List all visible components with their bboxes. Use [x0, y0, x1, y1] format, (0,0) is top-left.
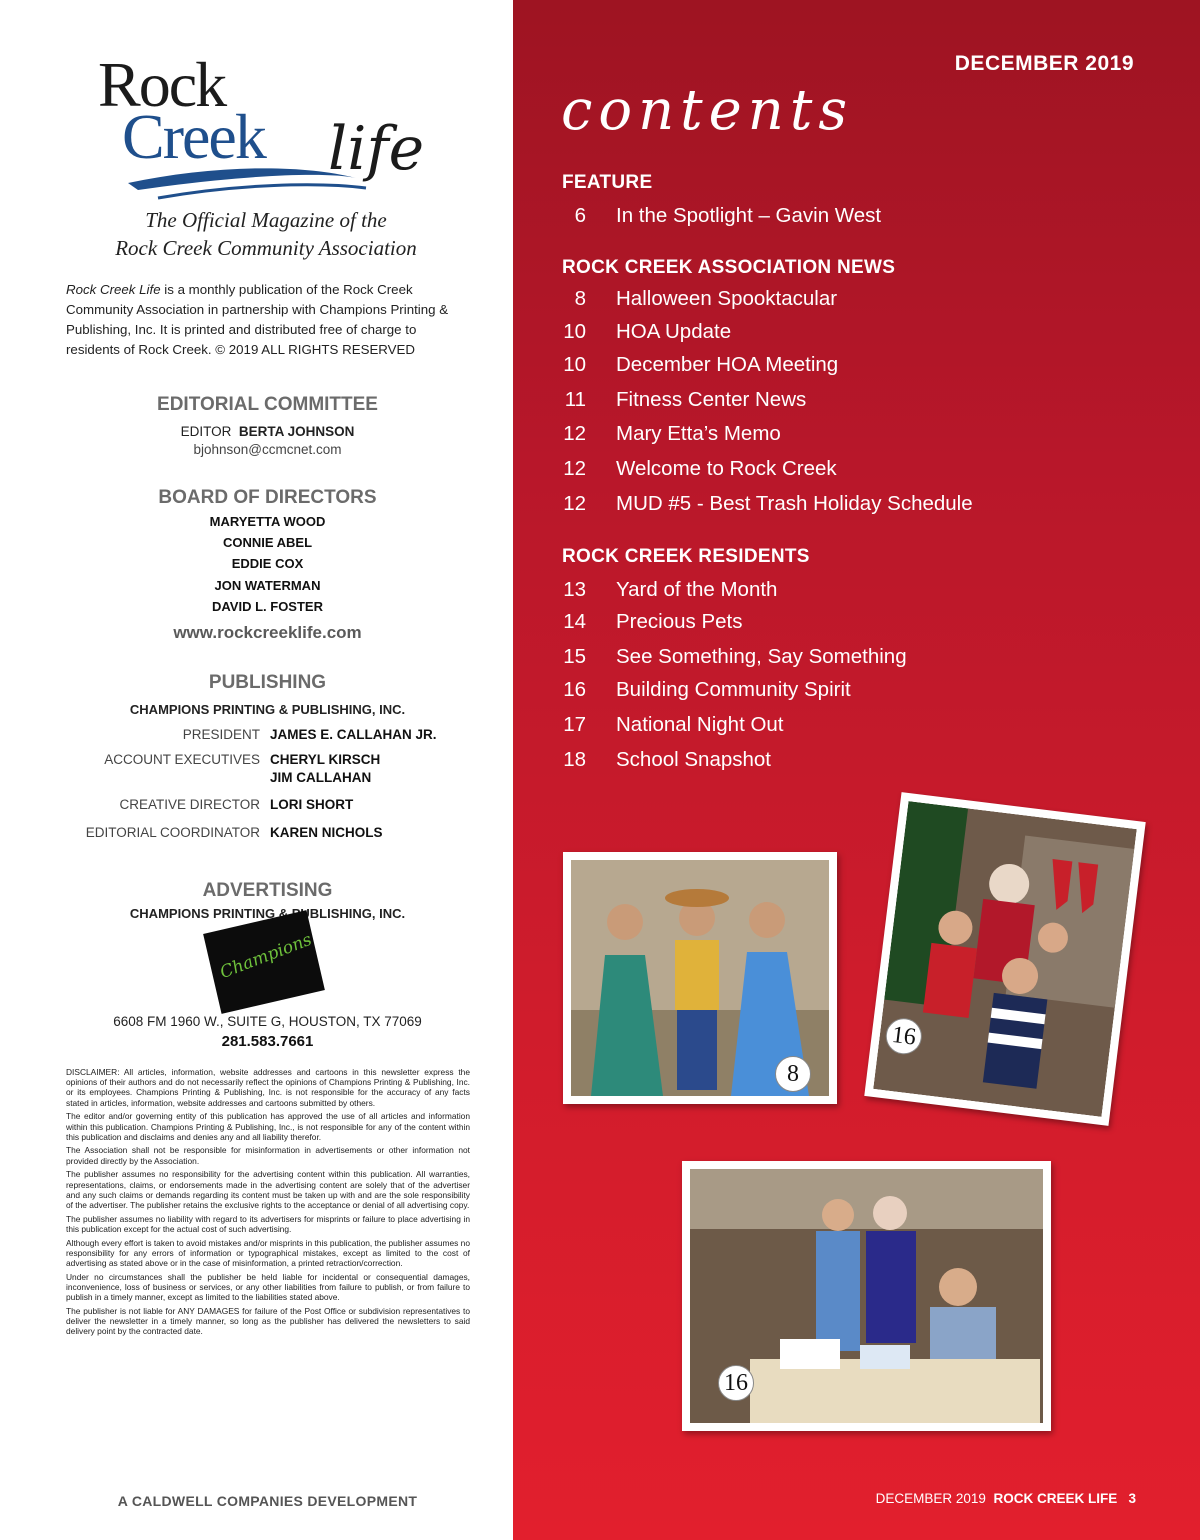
tagline-line1: The Official Magazine of the	[145, 208, 387, 232]
caldwell-footer: A CALDWELL COMPANIES DEVELOPMENT	[117, 1493, 418, 1509]
toc-title: Fitness Center News	[616, 388, 807, 411]
issue-date: DECEMBER 2019	[954, 52, 1134, 75]
tagline-line2: Rock Creek Community Association	[115, 236, 417, 260]
disclaimer-paragraph: Under no circumstances shall the publisher be held liable for incidental or consequential damages, inconvenience, loss of business or services, or any other liabilities from failure to publish, or from failure to publish in a timely manner, except as limited to the liabilities stated above.	[66, 1271, 470, 1303]
toc-title: HOA Update	[616, 320, 732, 343]
toc-heading-residents: ROCK CREEK RESIDENTS	[562, 546, 810, 567]
toc-page: 6	[574, 204, 586, 227]
publishing-heading: PUBLISHING	[208, 672, 327, 693]
disclaimer-paragraph: DISCLAIMER: All articles, information, website addresses and cartoons in this newsletter express the opinions of their authors and do not necessarily reflect the opinions of Champions Printing & Publishing, Inc. or its employees. Champions Printing & Publishing, Inc. is not responsible for the accuracy of any facts stated in articles, information, website addresses and cartoons submitted by others.	[66, 1067, 470, 1108]
board-member: CONNIE ABEL	[222, 535, 313, 550]
toc-item[interactable]	[562, 388, 1162, 416]
toc-title: December HOA Meeting	[616, 353, 839, 376]
contents-title: contents	[561, 78, 854, 143]
toc-page: 8	[574, 287, 586, 310]
toc-heading-feature: FEATURE	[562, 172, 653, 193]
role-editorial-coordinator: EDITORIAL COORDINATOR	[85, 825, 260, 840]
photo-community[interactable]	[682, 1161, 1051, 1431]
toc-item[interactable]	[562, 492, 1162, 520]
website-link[interactable]: www.rockcreeklife.com	[173, 623, 362, 642]
photo-santa[interactable]	[864, 792, 1145, 1126]
advertising-heading: ADVERTISING	[202, 880, 333, 901]
role-creative-director: CREATIVE DIRECTOR	[119, 797, 260, 812]
editor-email[interactable]: bjohnson@ccmcnet.com	[193, 442, 342, 457]
person-account-exec-2: JIM CALLAHAN	[270, 770, 372, 785]
intro-magazine-name: Rock Creek Life	[66, 282, 161, 297]
rock-creek-life-logo	[98, 48, 468, 208]
toc-page: 10	[563, 320, 586, 343]
logo-creek: Creek	[122, 101, 265, 172]
toc-page: 13	[563, 578, 586, 601]
footer-magazine: ROCK CREEK LIFE	[993, 1491, 1118, 1506]
photo-halloween[interactable]	[563, 852, 837, 1104]
toc-item[interactable]	[562, 320, 1162, 348]
toc-title: Yard of the Month	[616, 578, 778, 601]
disclaimer	[66, 1067, 470, 1340]
person-editorial-coordinator: KAREN NICHOLS	[270, 825, 383, 840]
page-footer	[876, 1491, 1136, 1506]
toc-title: Building Community Spirit	[616, 678, 851, 701]
toc-item[interactable]	[562, 422, 1162, 450]
toc-page: 15	[563, 645, 586, 668]
disclaimer-paragraph: The publisher is not liable for ANY DAMAGES for failure of the Post Office or subdivision representatives to deliver the newsletter in a timely manner, so long as the publisher has delivered the newsletters to said delivery point by the contracted date.	[66, 1305, 470, 1337]
toc-heading-association-news: ROCK CREEK ASSOCIATION NEWS	[562, 257, 896, 278]
publishing-company: CHAMPIONS PRINTING & PUBLISHING, INC.	[129, 702, 406, 717]
page-number: 3	[1128, 1491, 1136, 1506]
toc-item[interactable]	[562, 578, 1162, 606]
editor-name: BERTA JOHNSON	[238, 424, 355, 439]
page-badge: 8	[775, 1056, 811, 1092]
board-member: JON WATERMAN	[214, 578, 321, 593]
person-account-exec-1: CHERYL KIRSCH	[270, 752, 381, 767]
board-member: MARYETTA WOOD	[209, 514, 326, 529]
champions-logo	[203, 910, 325, 1014]
editorial-heading: EDITORIAL COMMITTEE	[157, 394, 378, 415]
toc-title: In the Spotlight – Gavin West	[616, 204, 882, 227]
page-badge: 16	[718, 1365, 754, 1401]
toc-item[interactable]	[562, 610, 1162, 638]
disclaimer-paragraph: The publisher assumes no liability with regard to its advertisers for misprints or failure to place advertising in this publication except for the actual cost of such advertising.	[66, 1213, 470, 1234]
page-badge: 16	[884, 1016, 924, 1056]
toc-title: See Something, Say Something	[616, 645, 907, 668]
advertising-company: CHAMPIONS PRINTING & PUBLISHING, INC.	[129, 906, 406, 921]
toc-page: 17	[563, 713, 586, 736]
person-creative-director: LORI SHORT	[270, 797, 354, 812]
intro-text: is a monthly publication of the Rock Creek Community Association in partnership with Champions Printing & Publishing, Inc. It is printed and distributed free of charge to residents of Rock Creek. © 2019 ALL RIGHTS RESERVED	[66, 282, 449, 357]
contents-column	[513, 0, 1200, 1540]
role-president: PRESIDENT	[182, 727, 260, 742]
toc-item[interactable]	[562, 287, 1162, 315]
logo-rock: Rock	[98, 49, 226, 120]
toc-page: 14	[563, 610, 586, 633]
toc-title: School Snapshot	[616, 748, 772, 771]
toc-title: Precious Pets	[616, 610, 743, 633]
disclaimer-paragraph: Although every effort is taken to avoid mistakes and/or misprints in this publication, the publisher assumes no responsibility for any errors of information or typographical mistakes, except as limited to the cost of advertising as stated above or in the case of misinformation, a printed retraction/correction.	[66, 1237, 470, 1268]
toc-page: 12	[563, 422, 586, 445]
toc-title: Mary Etta’s Memo	[616, 422, 781, 445]
champions-logo-text: Champions	[217, 929, 315, 984]
logo-life: life	[328, 114, 425, 184]
toc-item[interactable]	[562, 457, 1162, 485]
toc-item[interactable]	[562, 748, 1162, 776]
person-president: JAMES E. CALLAHAN JR.	[270, 727, 437, 742]
disclaimer-paragraph: The editor and/or governing entity of this publication has approved the use of all articles and information within this publication. Champions Printing & Publishing, Inc., is not responsible for any of the content within this publication and disclaims and denies any and all liability therefor.	[66, 1111, 470, 1142]
toc-item[interactable]	[562, 713, 1162, 741]
masthead-column	[0, 0, 513, 1540]
editor-label: EDITOR	[180, 424, 232, 439]
intro-paragraph	[66, 280, 466, 360]
role-account-executives: ACCOUNT EXECUTIVES	[104, 752, 260, 767]
toc-title: MUD #5 - Best Trash Holiday Schedule	[616, 492, 973, 515]
toc-title: Welcome to Rock Creek	[616, 457, 837, 480]
toc-page: 10	[563, 353, 586, 376]
board-member: DAVID L. FOSTER	[212, 599, 323, 614]
toc-title: Halloween Spooktacular	[616, 287, 838, 310]
board-member: EDDIE COX	[231, 556, 304, 571]
disclaimer-paragraph: The Association shall not be responsible for misinformation in advertisements or other information not provided directly by the Association.	[66, 1145, 470, 1166]
toc-page: 12	[563, 457, 586, 480]
toc-item[interactable]	[562, 678, 1162, 706]
advertising-phone: 281.583.7661	[221, 1033, 314, 1050]
toc-page: 16	[563, 678, 586, 701]
toc-page: 18	[563, 748, 586, 771]
toc-page: 11	[564, 388, 586, 411]
disclaimer-paragraph: The publisher assumes no responsibility for the advertising content within this publication. All warranties, representations, claims, or endorsements made in the advertising content are solely that of the advertiser and any such claims or demands regarding its content must be taken up with and are the sole responsibility of the advertiser. The publisher retains the exclusive rights to the acceptance or denial of all advertising copy.	[66, 1169, 470, 1210]
footer-date: DECEMBER 2019	[875, 1491, 986, 1506]
toc-item[interactable]	[562, 645, 1162, 673]
editor-line	[20, 424, 515, 439]
toc-page: 12	[563, 492, 586, 515]
board-heading: BOARD OF DIRECTORS	[158, 487, 377, 508]
toc-title: National Night Out	[616, 713, 784, 736]
toc-item[interactable]	[562, 353, 1162, 381]
toc-item[interactable]	[562, 204, 1162, 232]
advertising-address: 6608 FM 1960 W., SUITE G, HOUSTON, TX 77069	[113, 1014, 422, 1029]
santa-image	[873, 801, 1137, 1117]
